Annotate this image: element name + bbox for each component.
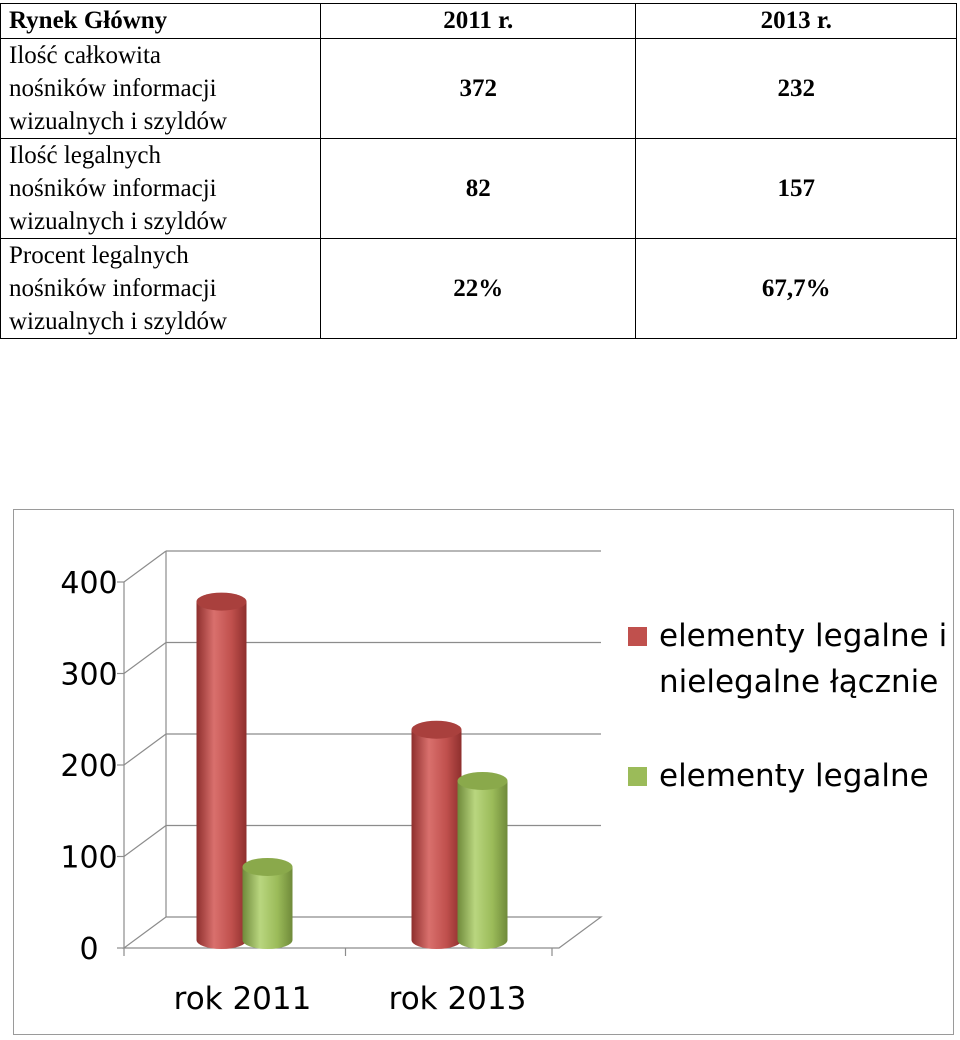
row-label-line: wizualnych i szyldów <box>9 108 228 135</box>
legend-label: elementy legalne <box>659 758 929 794</box>
y-tick-label: 400 <box>60 566 118 601</box>
y-tick-label: 300 <box>60 657 118 693</box>
legend-label: nielegalne łącznie <box>659 664 939 700</box>
y-tick-label: 200 <box>60 749 118 784</box>
gridline-side <box>124 826 166 857</box>
row-label <box>1 239 321 339</box>
chart-area <box>13 509 954 1035</box>
value-cell-v2011: 82 <box>321 139 636 239</box>
value-cell-v2013: 232 <box>636 39 957 139</box>
gridline-side <box>124 734 166 765</box>
y-tick-label: 100 <box>60 840 118 876</box>
bar-legal-0 <box>243 858 293 949</box>
value-cell-v2013: 67,7% <box>636 239 957 339</box>
legend-label: elementy legalne i <box>659 618 948 654</box>
value-cell-v2011: 372 <box>321 39 636 139</box>
legend-swatch <box>628 767 647 786</box>
gridline-side <box>124 551 166 582</box>
legend-swatch <box>628 627 647 646</box>
gridline-side <box>124 643 166 674</box>
table-row <box>1 239 957 339</box>
row-label-line: nośników informacji <box>9 175 217 202</box>
table-header-cell: 2011 r. <box>321 4 636 39</box>
table-header-row <box>1 4 957 39</box>
row-label-line: Ilość legalnych <box>9 142 162 169</box>
row-label-line: wizualnych i szyldów <box>9 308 228 335</box>
chart-floor <box>124 917 601 948</box>
table-row <box>1 139 957 239</box>
y-tick-label: 0 <box>79 932 99 967</box>
value-cell-v2013: 157 <box>636 139 957 239</box>
row-label <box>1 139 321 239</box>
row-label-line: Ilość całkowita <box>9 42 162 69</box>
row-label-line: nośników informacji <box>9 75 217 102</box>
row-label-line: nośników informacji <box>9 275 217 302</box>
value-cell-v2011: 22% <box>321 239 636 339</box>
table-row <box>1 39 957 139</box>
row-label <box>1 39 321 139</box>
table-header-cell: Rynek Główny <box>1 4 321 39</box>
row-label-line: Procent legalnych <box>9 242 189 269</box>
category-label: rok 2013 <box>388 981 527 1017</box>
bar-total-0 <box>197 593 247 949</box>
row-label-line: wizualnych i szyldów <box>9 208 228 235</box>
bar-chart <box>14 510 955 1036</box>
bar-legal-1 <box>458 772 508 949</box>
category-label: rok 2011 <box>173 981 312 1017</box>
data-table <box>0 3 957 339</box>
bar-total-1 <box>412 721 462 949</box>
table-header-cell: 2013 r. <box>636 4 957 39</box>
